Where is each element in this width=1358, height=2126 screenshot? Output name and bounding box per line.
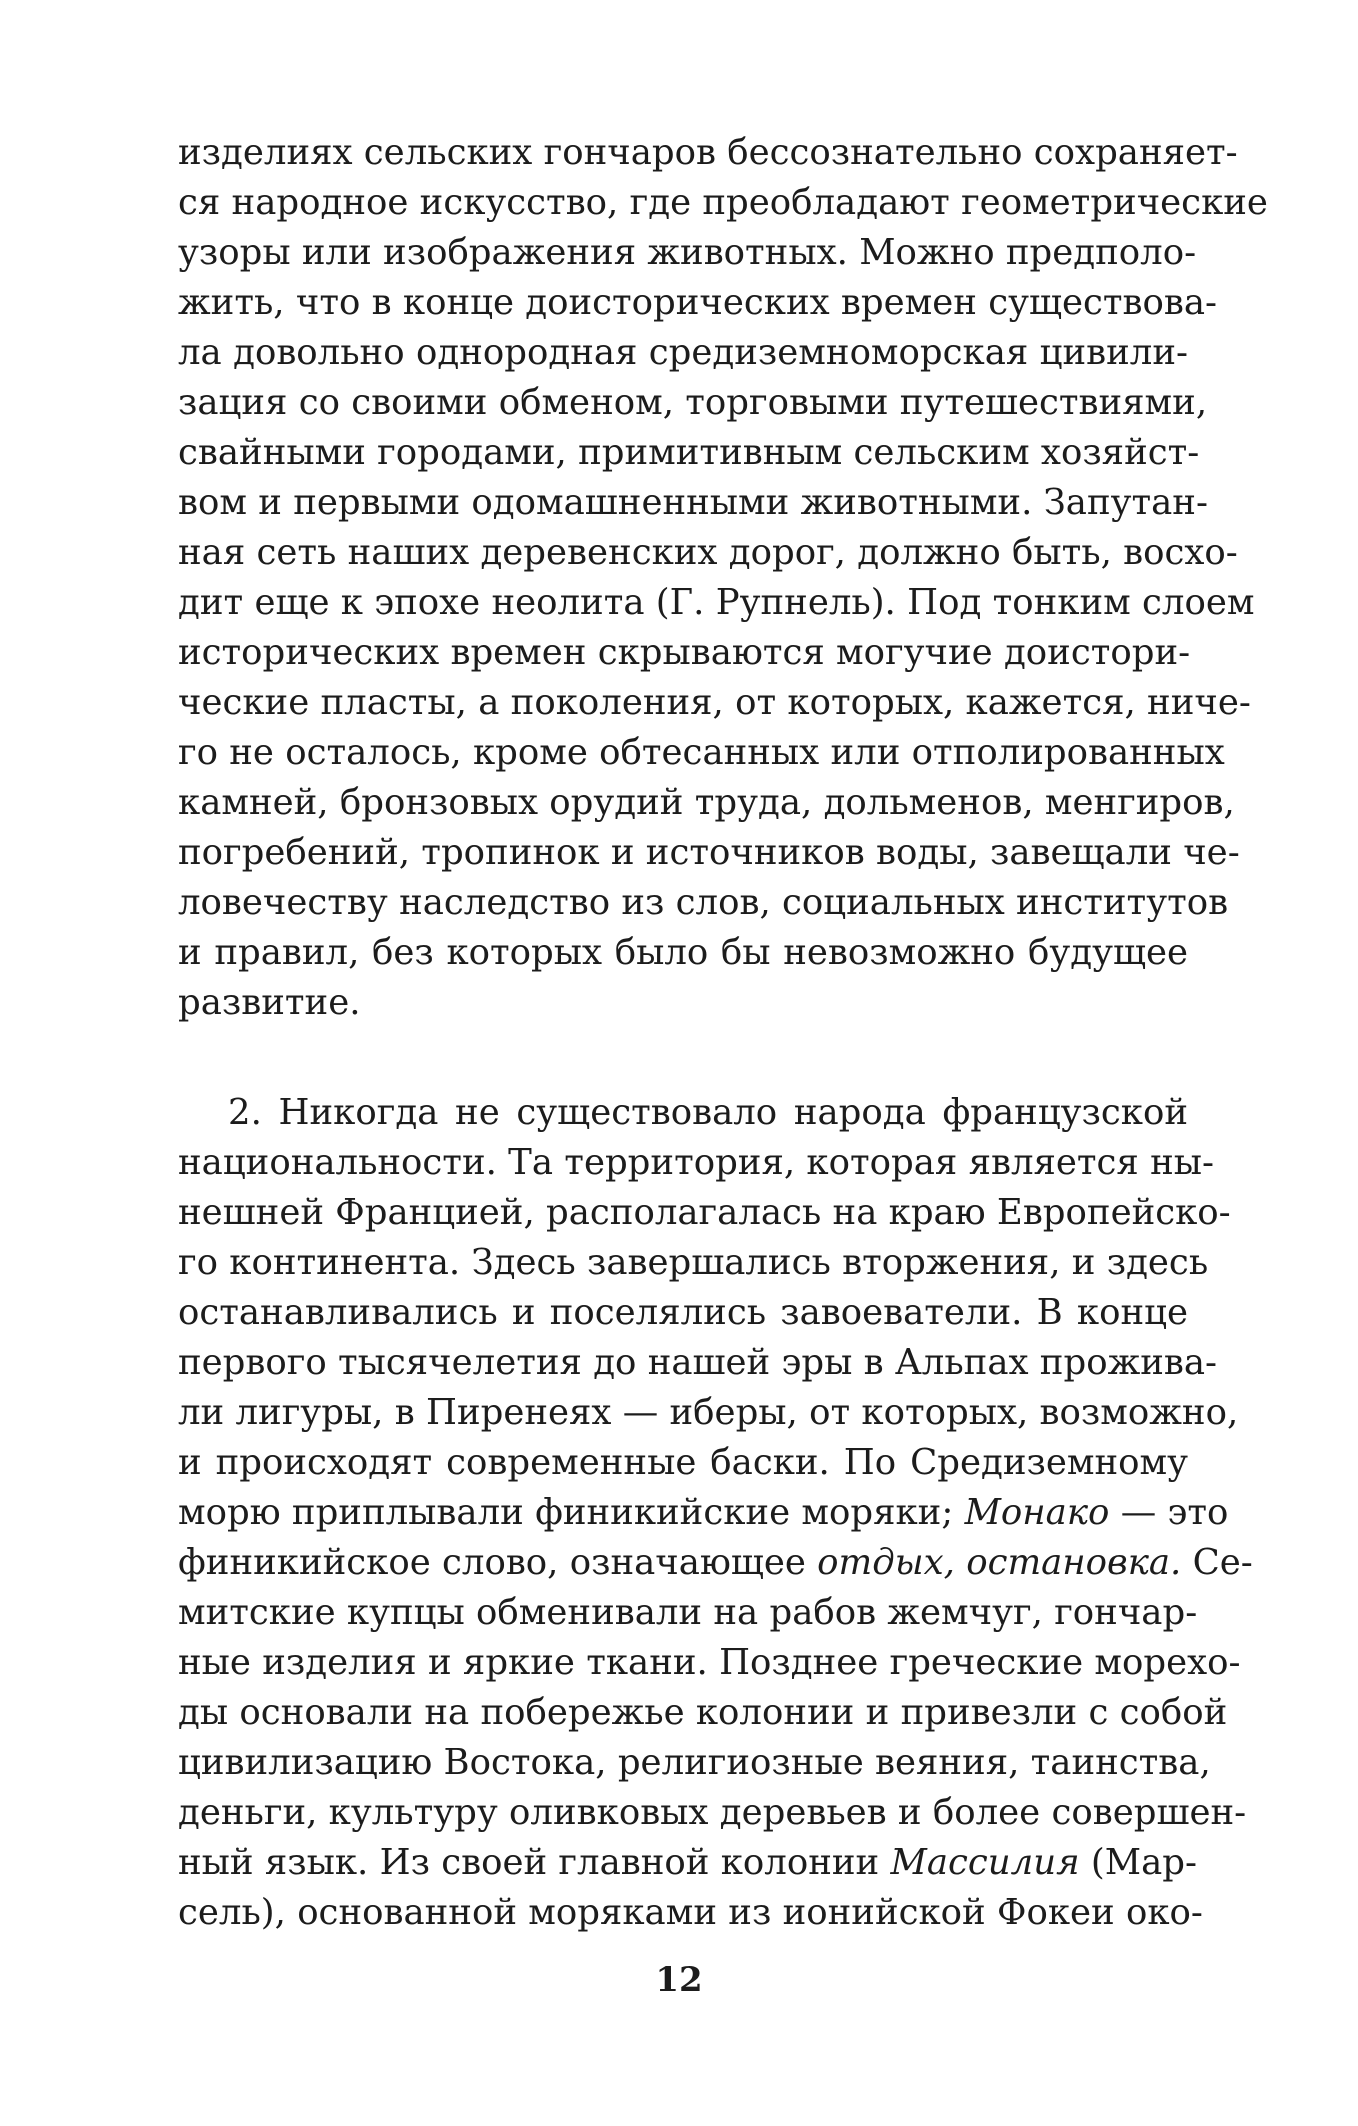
text-line: исторических времен скрываются могучие доистори-	[178, 632, 1191, 673]
text-line: свайными городами, примитивным сельским хозяйст-	[178, 432, 1200, 473]
text-line: погребений, тропинок и источников воды, завещали че-	[178, 832, 1240, 873]
paragraph-gap	[178, 1028, 1188, 1088]
italic-term: отдых, остановка.	[817, 1542, 1182, 1583]
text-line	[178, 1538, 1253, 1588]
text-line	[178, 1488, 1229, 1538]
text-line: развитие.	[178, 982, 361, 1023]
text-line	[178, 1838, 1197, 1888]
text-line: митские купцы обменивали на рабов жемчуг, гончар-	[178, 1592, 1198, 1633]
text-line: ла довольно однородная средиземноморская цивили-	[178, 332, 1188, 373]
italic-term: Монако	[964, 1492, 1110, 1533]
text-run: финикийское слово, означающее	[178, 1542, 818, 1583]
text-run: ный язык. Из своей главной колонии	[178, 1842, 891, 1883]
page-body	[178, 128, 1268, 1938]
text-line: узоры или изображения животных. Можно предполо-	[178, 232, 1197, 273]
text-line: ся народное искусство, где преобладают геометрические	[178, 182, 1268, 223]
text-line: дит еще к эпохе неолита (Г. Рупнель). Под тонким слоем	[178, 582, 1255, 623]
text-run: морю приплывали финикийские моряки;	[178, 1492, 965, 1533]
paragraph-1	[178, 128, 1268, 1028]
text-line: национальности. Та территория, которая является ны-	[178, 1142, 1215, 1183]
text-line: цивилизацию Востока, религиозные веяния, таинства,	[178, 1742, 1211, 1783]
text-line: го континента. Здесь завершались вторжения, и здесь	[178, 1242, 1209, 1283]
text-line: зация со своими обменом, торговыми путешествиями,	[178, 382, 1208, 423]
text-line: ная сеть наших деревенских дорог, должно быть, восхо-	[178, 532, 1238, 573]
text-line: и правил, без которых было бы невозможно будущее	[178, 932, 1188, 973]
text-line: ли лигуры, в Пиренеях — иберы, от которых, возможно,	[178, 1392, 1239, 1433]
text-line: камней, бронзовых орудий труда, дольменов, менгиров,	[178, 782, 1235, 823]
text-line: деньги, культуру оливковых деревьев и более совершен-	[178, 1792, 1247, 1833]
text-line: ческие пласты, а поколения, от которых, кажется, ниче-	[178, 682, 1251, 723]
text-line: го не осталось, кроме обтесанных или отполированных	[178, 732, 1225, 773]
text-line: изделиях сельских гончаров бессознательно сохраняет-	[178, 132, 1238, 173]
text-line: ные изделия и яркие ткани. Позднее греческие морехо-	[178, 1642, 1241, 1683]
text-line: жить, что в конце доисторических времен существова-	[178, 282, 1218, 323]
page-number: 12	[655, 1960, 703, 2000]
text-line: ловечеству наследство из слов, социальных институтов	[178, 882, 1229, 923]
paragraph-2	[178, 1088, 1253, 1938]
text-line: 2. Никогда не существовало народа французской	[228, 1092, 1188, 1133]
text-line: останавливались и поселялись завоеватели. В конце	[178, 1292, 1188, 1333]
text-line: и происходят современные баски. По Средиземному	[178, 1442, 1188, 1483]
italic-term: Массилия	[890, 1842, 1080, 1883]
text-line: нешней Францией, располагалась на краю Европейско-	[178, 1192, 1231, 1233]
text-line: вом и первыми одомашненными животными. Запутан-	[178, 482, 1208, 523]
text-line: ды основали на побережье колонии и привезли с собой	[178, 1692, 1228, 1733]
text-run: Се-	[1181, 1542, 1253, 1583]
text-run: — это	[1109, 1492, 1229, 1533]
text-run: (Мар-	[1079, 1842, 1197, 1883]
text-line: первого тысячелетия до нашей эры в Альпах прожива-	[178, 1342, 1218, 1383]
text-line: сель), основанной моряками из ионийской Фокеи око-	[178, 1892, 1203, 1933]
